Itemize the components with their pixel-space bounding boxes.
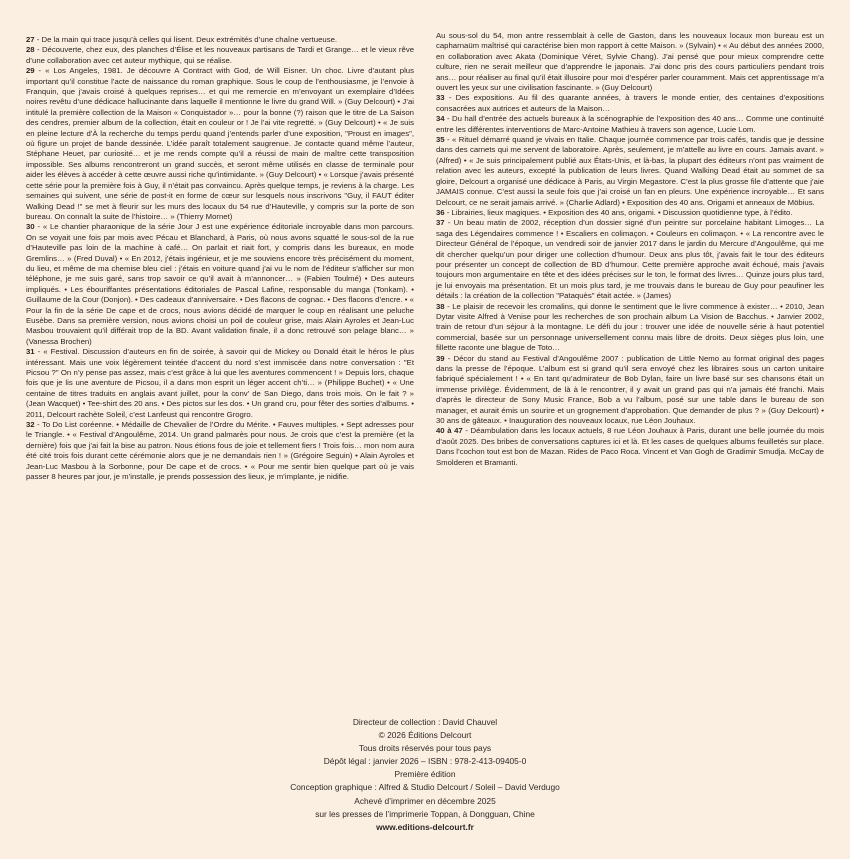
page-number-ref: 27 (26, 35, 35, 44)
note-text: - Des expositions. Au fil des quarante années, à travers le monde entier, des centaines d’expositions consacrées aux autrices et auteurs de la Maison… (436, 93, 824, 113)
note-entry (26, 66, 414, 222)
note-entry (436, 354, 824, 427)
note-text: - De la main qui trace jusqu’à celles qui lisent. Deux extrémités d’une chaîne vertueuse. (34, 35, 338, 44)
note-text: - Un beau matin de 2002, réception d’un dossier signé d’un peintre sur porcelaine habitant Limoges… La saga des Légendaires commence ! • Escaliers en colimaçon. • Couleurs en colimaçon. • « La rencontre avec le Directeur Général de l’époque, un vendredi soir de janvier 2017 dans le jardin du Mercure d’Angoulême, qui me dit chercher quelqu’un pour diriger une collection d’humour. Deux ans plus tôt, j’avais fait le tour des éditeurs pour présenter un concept de collection de BD d’humour. Cette première approche avait échoué, mais j’avais toujours mon argumentaire en tête et des idées précises sur le ton, le format des livres… Quinze jours plus tard, je lui envoyais ma présentation. Et un mois plus tard, je me trouvais dans le bureau de Guy pour peaufiner les détails : la création de la collection "Pataquès" était actée. » (James) (436, 218, 824, 301)
note-entry (26, 45, 414, 66)
note-text: Au sous-sol du 54, mon antre ressemblait à celle de Gaston, dans les nouveaux locaux mon bureau est un capharnaüm maîtrisé qui caractérise bien mon rapport à cette Maison. » (Sylvain) • « Au début des années 2000, en collaboration avec Akata (Dominique Véret, Sylvie Chang). J’ai pensé que pour mieux comprendre cette culture, rien ne serait meilleur que d’apprendre le japonais. J’ai donc pris des cours particuliers pendant trois ans… pour réaliser au final qu’il était illusoire pour moi d’espérer parler couramment. Mais cet apprentissage m’a ouvert les yeux sur une civilisation fascinante. » (Guy Delcourt) (436, 31, 824, 93)
note-text: - « Los Angeles, 1981. Je découvre A Contract with God, de Will Eisner. Un choc. Livre d’autant plus important qu’il constitue l’acte de naissance du roman graphique. Sous le coup de l’enthousiasme, je l’envoie à Franquin, que j’avais croisé à quelques reprises… et qui me remercie en m’envoyant un exemplaire d’Idées noires revêtu d’une dédicace hallucinante dans laquelle il mentionne le livre du grand Will. » (Guy Delcourt) • J’ai intitulé la première collection de la Maison « Conquistador »… pour la bonne (?) raison que le titre de La Saison des cendres, premier album de la collection, était en couleur or ! Je l’ai vite regretté. » (Guy Delcourt) • « Je suis en pleine lecture d’À la recherche du temps perdu quand j’entends parler d’une exposition, "Proust en images", où figure un projet de bande dessinée. L’idée paraît totalement saugrenue. Je contacte quand même l’auteur, Stéphane Heuet, par curiosité… et je me rends compte qu’il a réussi de main de maître cette transposition impossible. Ses albums rencontreront un grand succès, et seront même utilisés en classe de terminale pour aider les élèves à accéder à cette œuvre aussi riche qu’intimidante. » (Guy Delcourt) • « Lorsque j’avais présenté cette série pour la première fois à Guy, il n’était pas convaincu. Après quelque temps, je reviens à la charge. Les semaines qui suivent, une série de post-it en forme de cœur sur lesquels nous inscrivons "Guy, il FAUT éditer Walking Dead !" se met à fleurir sur les murs des locaux du 54 rue d’Hauteville, y compris sur la porte de son bureau. On connaît la suite de l’histoire… » (Thierry Mornet) (26, 66, 414, 221)
page-number-ref: 40 à 47 (436, 426, 463, 436)
notes-left-column (26, 35, 414, 482)
note-entry (436, 31, 824, 93)
page-number-ref: 32 (26, 420, 35, 430)
rights-notice: Tous droits réservés pour tous pays (358, 743, 492, 754)
note-entry (26, 35, 414, 45)
copyright: © 2026 Éditions Delcourt (378, 730, 472, 741)
note-text: - Librairies, lieux magiques. • Exposition des 40 ans, origami. • Discussion quotidienne type, à l’édito. (444, 207, 793, 217)
graphic-design: Conception graphique : Alfred & Studio Delcourt / Soleil – David Verdugo (290, 782, 560, 793)
edition: Première édition (394, 769, 456, 780)
note-entry (436, 302, 824, 354)
note-entry (26, 222, 414, 347)
page-number-ref: 36 (436, 207, 445, 217)
notes-right-column (436, 31, 824, 468)
note-text: - Du hall d’entrée des actuels bureaux à la scénographie de l’exposition des 40 ans… Comme une continuité entre les différentes interventions de Marc-Antoine Mathieu à travers son agence, Lucie Lom. (436, 114, 824, 134)
website-link[interactable]: www.editions-delcourt.fr (376, 821, 474, 832)
note-text: - To Do List coréenne. • Médaille de Chevalier de l’Ordre du Mérite. • Fauves multiples. • Sept adresses pour le Triangle. • « Festival d’Angoulême, 2014. Un grand palmarès pour nous. Je crois que c’est la première (et la dernière) fois que j’ai fait la bise au patron. Nous étions fous de joie et tellement fiers ! Trois fois… mon nom aura été cité trois fois durant cette cérémonie alors que je ne demandais rien ! » (Grégoire Seguin) • Alain Ayroles et Jean-Luc Masbou à la Sorbonne, pour De cape et de crocs. • « Pour me sentir bien quelque part où je vais passer 8 heures par jour, je m’installe, je prends possession des lieux, je m’implante, je nidifie. (26, 420, 414, 482)
note-text: - « Le chantier pharaonique de la série Jour J est une expérience éditoriale incroyable dans mon parcours. On se voyait une fois par mois avec Pécau et Blanchard, à Paris, où nous avons squatté le sous-sol de la rue d’Hauteville pas loin de la machine à café… On parlait et riait fort, y compris dans les bureaux, en mode Gremlins… » (Fred Duval) • « En 2012, j’étais ingénieur, et je me souviens encore très précisément du moment, du lieu, et même de ma chemise bleu ciel : j’étais en voiture quand j’ai vu le nom de l’éditeur s’afficher sur mon téléphone, je me suis garé, sans trop savoir ce qu’il avait à m’annoncer… » (Fabien Toulmé) • Des auteurs impliqués. • Les ébouriffantes présentations éditoriales de Pascal Lafine, responsable du manga (Tonkam). • Guillaume de la Cour (Donjon). • Des cadeaux d’anniversaire. • Des flacons de cognac. • Des flacons d’encre. • « Pour la fin de la série De cape et de crocs, nous avions décidé de marquer le coup en réalisant une peluche Eusèbe. Dans sa première version, nous avions choisi un poil de couleur grise, mais Alain Ayroles et Jean-Luc Masbou trouvaient qu’il différait trop de la BD. Avant validation finale, il a donc retrouvé son pelage blanc… » (Vanessa Brochen) (26, 222, 414, 346)
note-text: - « Festival. Discussion d’auteurs en fin de soirée, à savoir qui de Mickey ou Donald était le héros le plus intéressant. Mais une voix légèrement teintée d’accent du nord s’est immiscée dans notre conversation : "Et Picsou ?" On n’y pense pas assez, mais c’est grâce à lui que les aventures commencent ! » Depuis lors, chaque fois que je lis une aventure de Picsou, il a dans mon esprit un léger accent ch’ti… » (Philippe Buchet) • « Une centaine de titres traduits en anglais avant juillet, pour la conv’ de San Diego, dans trois mois. On le fait ? » (Jean Wacquet) • Tee-shirt des 20 ans. • Des pictos sur les dos. • Un grand cru, pour fêter des sorties d’albums. • 2011, Delcourt rachète Soleil, c’est Lanfeust qui rencontre Grogro. (26, 347, 414, 419)
note-entry (436, 208, 824, 218)
note-entry (436, 114, 824, 135)
note-entry (436, 93, 824, 114)
page-number-ref: 29 (26, 66, 35, 76)
note-entry (26, 347, 414, 420)
page-number-ref: 35 (436, 135, 445, 145)
note-entry (436, 218, 824, 301)
page-number-ref: 34 (436, 114, 445, 124)
page-number-ref: 38 (436, 301, 445, 311)
page-number-ref: 28 (26, 45, 35, 55)
note-entry (436, 135, 824, 208)
note-entry (436, 426, 824, 468)
page-number-ref: 31 (26, 347, 35, 357)
page-number-ref: 30 (26, 222, 35, 232)
note-text: - Déambulation dans les locaux actuels, 8 rue Léon Jouhaux à Paris, durant une belle journée du mois d’août 2025. Des bribes de conversations captures ici et là. Et les cases de quelques albums feuilletés sur place. Dans l’cochon tout est bon de Mazan. Rides de Paco Roca. Vincent et Van Gogh de Gradimir Smudja. McCay de Smolderen et Bramanti. (436, 426, 824, 467)
printing-date: Achevé d’imprimer en décembre 2025 (354, 795, 496, 806)
note-text: - Décor du stand au Festival d’Angoulême 2007 : publication de Little Nemo au format original des pages dans la presse de l’époque. L’album est si grand qu’il sera envoyé chez les libraires sous un carton unitaire fabriqué spécialement ! • « En tant qu’admirateur de Bob Dylan, faire un livre basé sur ses chansons était un immense privilège. Évidemment, de là à le rencontrer, il y avait un grand pas qui n’a jamais été franchi. Mais d’après le directeur de Sony Music France, Bob a vu l’album, posé sur une table dans le bureau de son manager, et aurait émis un sourire et un grognement d’approbation. Que demander de plus ? » (Guy Delcourt) • 30 ans de gâteaux. • Inauguration des nouveaux locaux, rue Léon Jouhaux. (436, 353, 824, 426)
note-text: - Le plaisir de recevoir les cromalins, qui donne le sentiment que le livre commence à exister… • 2010, Jean Dytar visite Alfred à Venise pour les recherches de son prochain album La Vision de Bacchus. • Janvier 2002, train de retour d’un séjour à la montagne. Le défi du jour : trouver une idée de nouvelle série à haut potentiel commercial, basée sur un personnage universellement connu mais libre de droits. Deux sièges plus loin, une fillette raconte une blague de Toto… (436, 301, 824, 353)
note-text: - « Rituel démarré quand je vivais en Italie. Chaque journée commence par trois cafés, tandis que je dessine dans des carnets qui me servent de laboratoire. Après, seulement, je m’attelle au livre en cours. Jamais avant. » (Alfred) • « Je suis principalement publié aux États-Unis, et là-bas, la plupart des éditeurs n’ont pas vraiment de relation avec les auteurs, excepté la publication de leurs livres. Quand Walking Dead était au sommet de sa gloire, Delcourt a organisé une dédicace à Paris, au Virgin Megastore. C’est la plus grosse file d’attente que j’aie JAMAIS connue. C’est aussi la seule fois que j’ai croisé un fan en pleurs. Une expérience incroyable… Et sans Delcourt, ce ne serait jamais arrivé. » (Charlie Adlard) • Exposition des 40 ans. Origami et anneaux de Möbius. (436, 135, 824, 207)
page-number-ref: 39 (436, 353, 445, 363)
page-number-ref: 33 (436, 93, 445, 103)
note-text: - Découverte, chez eux, des planches d’Élise et les nouveaux partisans de Tardi et Grange… et le vieux rêve d’une collaboration avec cet auteur mythique, qui se réalise. (26, 45, 414, 65)
printer: sur les presses de l’imprimerie Toppan, à Dongguan, Chine (315, 808, 535, 819)
colophon-block (0, 716, 850, 834)
page-number-ref: 37 (436, 218, 445, 228)
collection-director: Directeur de collection : David Chauvel (352, 717, 498, 727)
note-entry (26, 420, 414, 482)
legal-deposit: Dépôt légal : janvier 2026 – ISBN : 978-2-413-09405-0 (323, 756, 527, 767)
